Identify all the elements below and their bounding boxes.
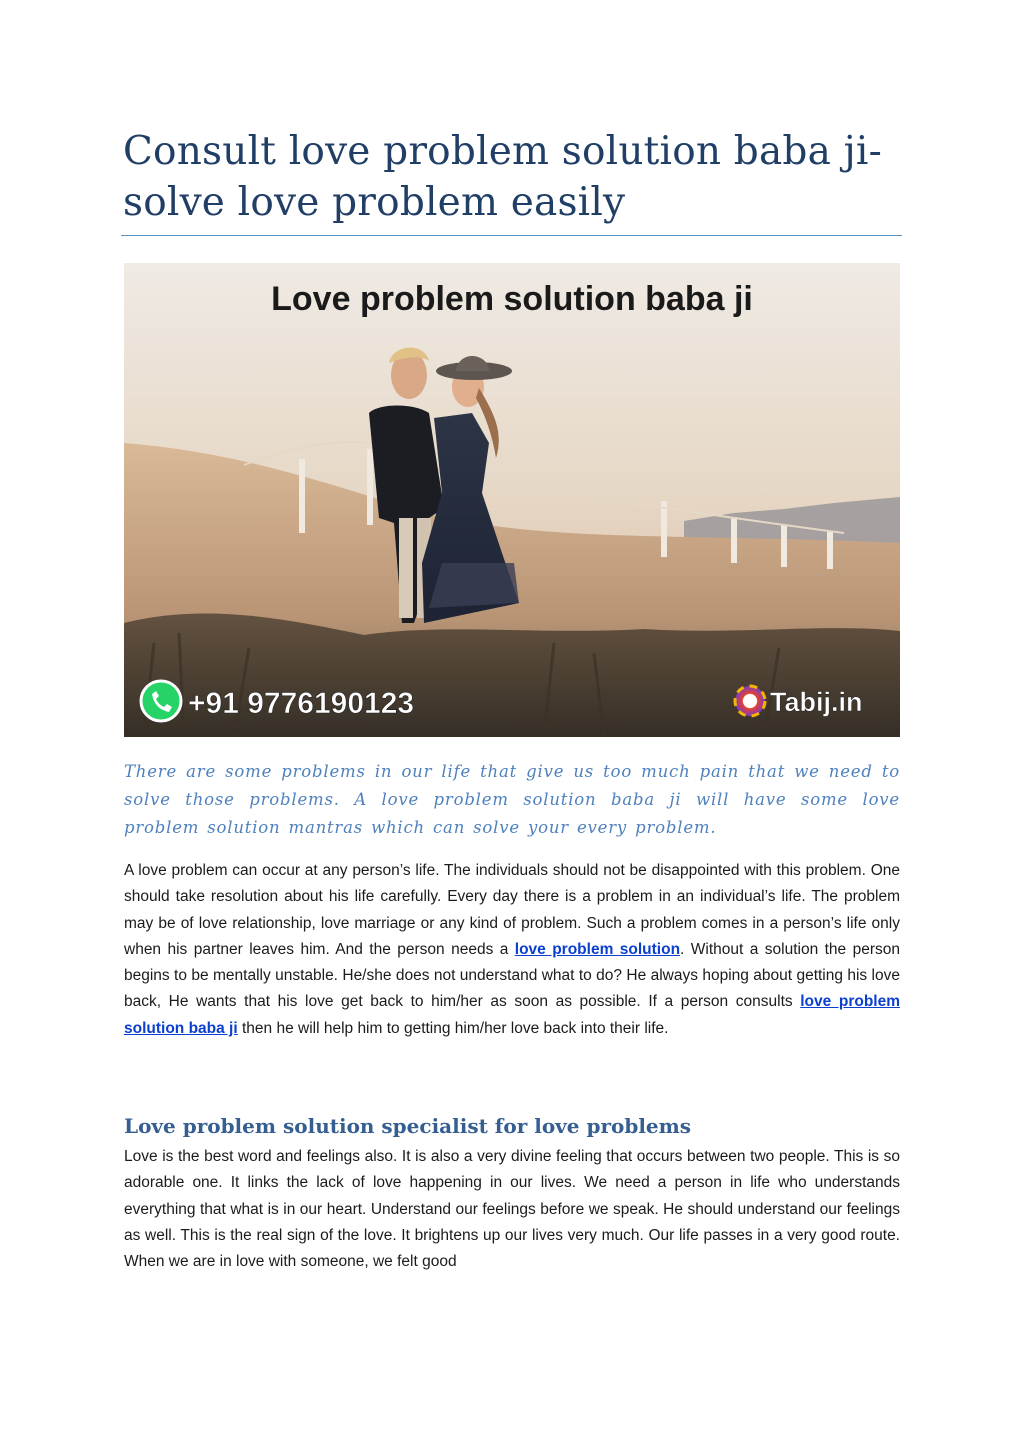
hero-phone: +91 9776190123 — [188, 687, 415, 720]
whatsapp-icon — [141, 681, 181, 721]
love-problem-solution-link[interactable]: love problem solution — [514, 940, 681, 958]
hero-brand: Tabij.in — [770, 687, 863, 717]
intro-paragraph: There are some problems in our life that give us too much pain that we need to solve those problems. A love problem solution baba ji will have some love problem solution mantras which can solve your every problem. — [124, 762, 900, 837]
hero-banner-text: Love problem solution baba ji — [271, 280, 753, 318]
title-underline — [121, 235, 902, 236]
tabij-logo-icon — [735, 686, 765, 716]
paragraph1-text-c: then he will help him to getting him/her love back into their life. — [237, 1019, 669, 1037]
body-paragraph-1 — [124, 858, 900, 1042]
body-paragraph-2: Love is the best word and feelings also. It is also a very divine feeling that occurs between two people. This is so adorable one. It links the lack of love happening in our lives. We need a person in life who understands everything that what is in our heart. Understand our feelings before we speak. He should understand our feelings as well. This is the real sign of the love. It brightens up our lives very much. Our life passes in a very good route. When we are in love with someone, we felt good — [124, 1148, 900, 1271]
love-problem-solution-baba-ji-link[interactable]: love problem solution baba ji — [124, 993, 900, 1037]
page-title — [123, 126, 903, 228]
title-line-1: Consult love problem solution baba ji- — [123, 129, 882, 174]
hero-image — [124, 263, 900, 737]
section-heading: Love problem solution specialist for love problems — [124, 1114, 692, 1138]
paragraph1-text-b: . Without a solution the person begins to be mentally unstable. He/she does not understand what to do? He always hoping about getting his love back, He wants that his love get back to him/her as soon as possible. If a person consults — [124, 940, 900, 1011]
paragraph1-text-a: A love problem can occur at any person’s life. The individuals should not be disappointed with this problem. One should take resolution about his life carefully. Every day there is a problem in an individual’s life. The problem may be of love relationship, love marriage or any kind of problem. Such a problem comes in a person’s life only when his partner leaves him. And the person needs a — [124, 862, 900, 958]
title-line-2: solve love problem easily — [123, 180, 626, 225]
